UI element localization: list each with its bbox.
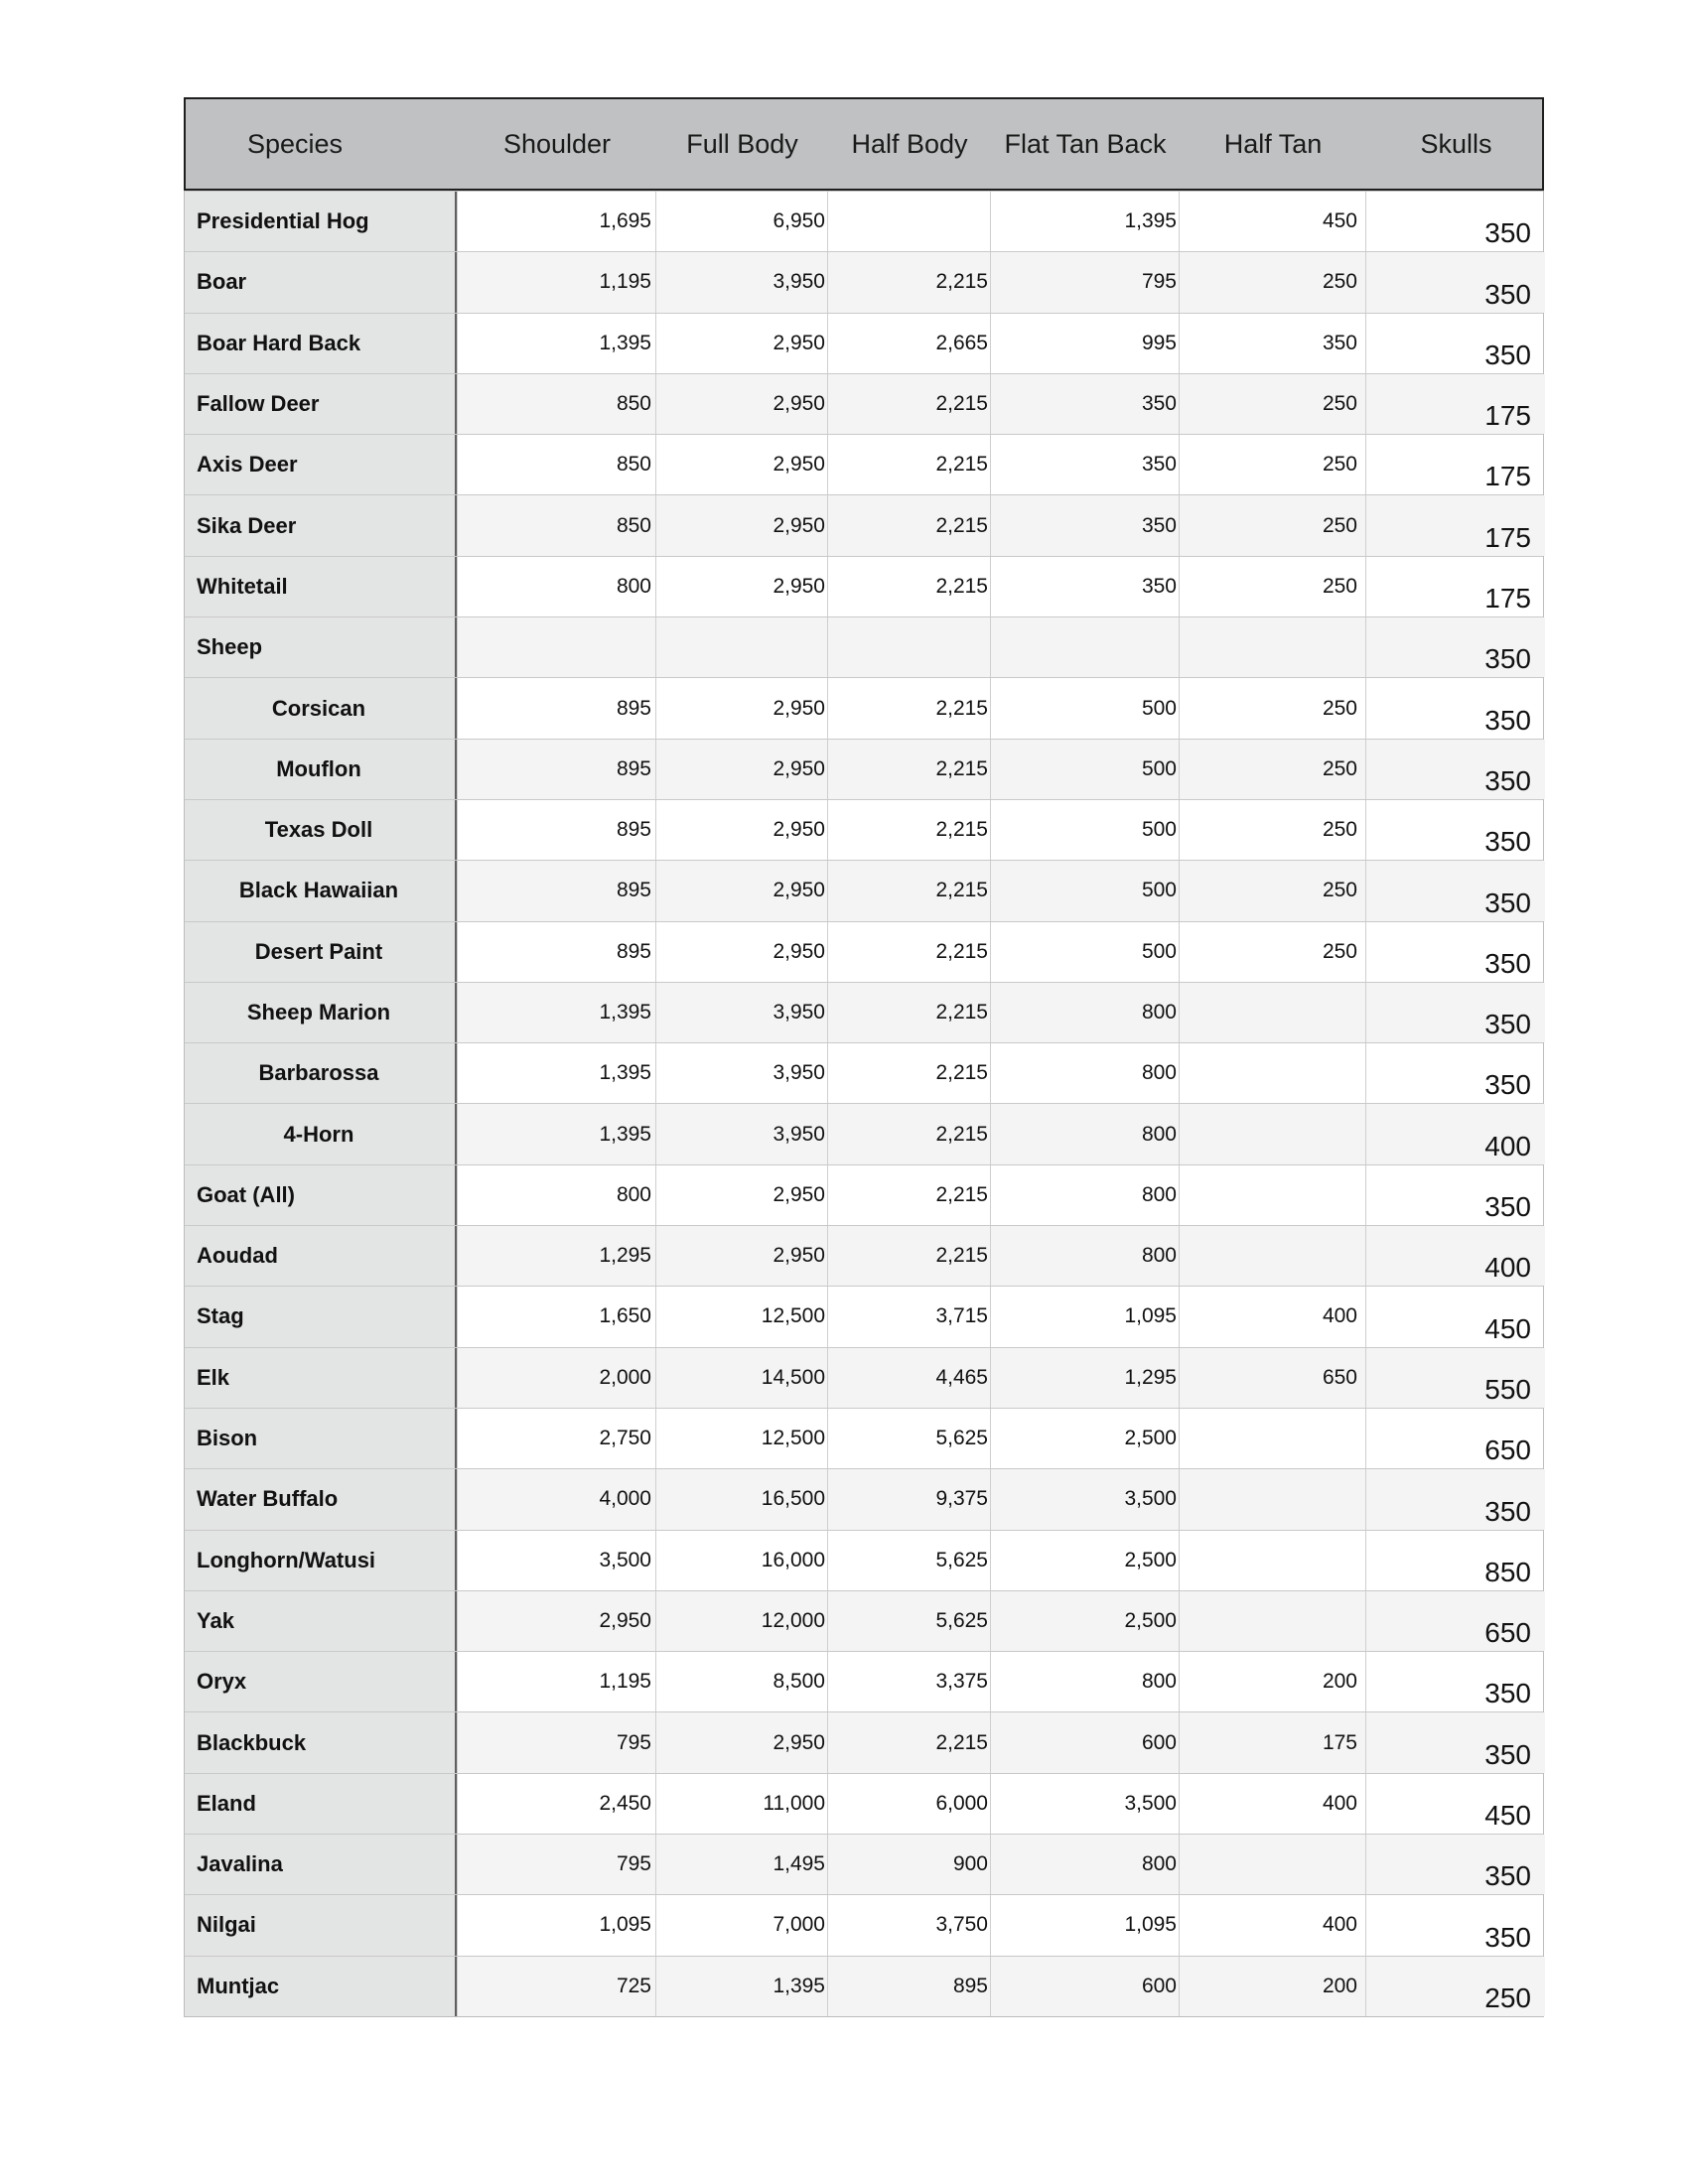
full-body-cell: 2,950 [655,861,827,920]
half-body-cell: 4,465 [827,1348,990,1408]
half-tan-cell: 250 [1179,435,1365,494]
shoulder-cell: 2,000 [457,1348,655,1408]
full-body-cell: 3,950 [655,1104,827,1163]
flat-tan-back-cell: 350 [990,557,1179,616]
half-tan-cell: 250 [1179,800,1365,860]
skulls-cell: 350 [1365,252,1545,312]
full-body-cell: 8,500 [655,1652,827,1711]
half-tan-cell: 250 [1179,557,1365,616]
flat-tan-back-cell: 500 [990,740,1179,799]
shoulder-cell: 1,650 [457,1287,655,1346]
half-body-cell: 2,215 [827,252,990,312]
price-table [184,97,1544,2017]
table-row [185,1956,1543,2016]
shoulder-cell: 1,395 [457,1104,655,1163]
table-row [185,1347,1543,1408]
half-body-cell: 2,665 [827,314,990,373]
full-body-cell: 2,950 [655,800,827,860]
table-row [185,677,1543,738]
flat-tan-back-cell: 800 [990,1043,1179,1103]
species-cell: Goat (All) [185,1165,457,1225]
species-cell: Corsican [185,678,457,738]
table-row [185,1773,1543,1834]
shoulder-cell: 1,695 [457,192,655,251]
skulls-cell: 350 [1365,1469,1545,1529]
table-body [184,191,1544,2017]
species-cell: Axis Deer [185,435,457,494]
skulls-cell: 400 [1365,1226,1545,1286]
half-body-cell: 2,215 [827,740,990,799]
table-row [185,1894,1543,1955]
half-tan-cell: 400 [1179,1774,1365,1834]
half-body-cell: 3,375 [827,1652,990,1711]
half-tan-cell: 200 [1179,1652,1365,1711]
skulls-cell: 350 [1365,1835,1545,1894]
table-row [185,1408,1543,1468]
shoulder-cell: 895 [457,861,655,920]
header-shoulder: Shoulder [502,128,612,159]
skulls-cell: 350 [1365,1043,1545,1103]
skulls-cell: 350 [1365,922,1545,982]
species-cell: Eland [185,1774,457,1834]
table-row [185,373,1543,434]
half-body-cell: 2,215 [827,1043,990,1103]
half-tan-cell: 250 [1179,678,1365,738]
skulls-cell: 450 [1365,1774,1545,1834]
shoulder-cell: 3,500 [457,1531,655,1590]
skulls-cell: 850 [1365,1531,1545,1590]
full-body-cell: 7,000 [655,1895,827,1955]
skulls-cell: 650 [1365,1591,1545,1651]
table-row [185,982,1543,1042]
species-cell: Bison [185,1409,457,1468]
flat-tan-back-cell: 800 [990,1835,1179,1894]
half-body-cell: 3,750 [827,1895,990,1955]
half-tan-cell [1179,1165,1365,1225]
half-body-cell: 2,215 [827,1226,990,1286]
flat-tan-back-cell [990,617,1179,677]
flat-tan-back-cell: 1,395 [990,192,1179,251]
table-row [185,191,1543,251]
skulls-cell: 250 [1365,1957,1545,2016]
table-row [185,1286,1543,1346]
species-cell: Javalina [185,1835,457,1894]
half-tan-cell: 250 [1179,861,1365,920]
flat-tan-back-cell: 350 [990,374,1179,434]
species-cell: Boar Hard Back [185,314,457,373]
flat-tan-back-cell: 800 [990,1226,1179,1286]
full-body-cell: 2,950 [655,495,827,555]
skulls-cell: 350 [1365,678,1545,738]
flat-tan-back-cell: 995 [990,314,1179,373]
flat-tan-back-cell: 3,500 [990,1469,1179,1529]
flat-tan-back-cell: 2,500 [990,1591,1179,1651]
flat-tan-back-cell: 800 [990,1165,1179,1225]
flat-tan-back-cell: 800 [990,983,1179,1042]
full-body-cell: 2,950 [655,922,827,982]
species-cell: 4-Horn [185,1104,457,1163]
half-body-cell: 5,625 [827,1531,990,1590]
shoulder-cell: 2,450 [457,1774,655,1834]
half-body-cell: 2,215 [827,678,990,738]
species-cell: Water Buffalo [185,1469,457,1529]
table-row [185,313,1543,373]
half-body-cell: 2,215 [827,495,990,555]
table-row [185,434,1543,494]
table-row [185,616,1543,677]
table-row [185,1651,1543,1711]
full-body-cell [655,617,827,677]
header-skulls: Skulls [1420,128,1492,159]
species-cell: Sheep [185,617,457,677]
half-body-cell: 5,625 [827,1591,990,1651]
half-body-cell: 2,215 [827,800,990,860]
flat-tan-back-cell: 1,295 [990,1348,1179,1408]
half-tan-cell [1179,1835,1365,1894]
half-body-cell: 900 [827,1835,990,1894]
half-body-cell: 2,215 [827,435,990,494]
half-body-cell [827,617,990,677]
half-body-cell: 2,215 [827,922,990,982]
flat-tan-back-cell: 1,095 [990,1287,1179,1346]
flat-tan-back-cell: 800 [990,1104,1179,1163]
skulls-cell: 350 [1365,617,1545,677]
species-cell: Barbarossa [185,1043,457,1103]
table-row [185,739,1543,799]
species-cell: Oryx [185,1652,457,1711]
half-tan-cell [1179,1226,1365,1286]
full-body-cell: 12,000 [655,1591,827,1651]
full-body-cell: 2,950 [655,1712,827,1772]
half-body-cell: 2,215 [827,1165,990,1225]
shoulder-cell [457,617,655,677]
half-body-cell: 6,000 [827,1774,990,1834]
table-row [185,494,1543,555]
table-row [185,860,1543,920]
species-cell: Aoudad [185,1226,457,1286]
skulls-cell: 350 [1365,1895,1545,1955]
table-row [185,799,1543,860]
half-tan-cell [1179,1409,1365,1468]
skulls-cell: 175 [1365,374,1545,434]
full-body-cell: 2,950 [655,374,827,434]
header-flat-tan-back: Flat Tan Back [1004,128,1167,159]
skulls-cell: 550 [1365,1348,1545,1408]
full-body-cell: 1,395 [655,1957,827,2016]
header-half-tan: Half Tan [1223,128,1323,159]
header-full-body: Full Body [686,128,798,159]
table-header [184,97,1544,191]
skulls-cell: 350 [1365,800,1545,860]
flat-tan-back-cell: 350 [990,435,1179,494]
half-tan-cell: 650 [1179,1348,1365,1408]
half-tan-cell: 350 [1179,314,1365,373]
shoulder-cell: 1,195 [457,1652,655,1711]
skulls-cell: 350 [1365,983,1545,1042]
flat-tan-back-cell: 1,095 [990,1895,1179,1955]
shoulder-cell: 895 [457,922,655,982]
skulls-cell: 175 [1365,435,1545,494]
full-body-cell: 2,950 [655,435,827,494]
full-body-cell: 11,000 [655,1774,827,1834]
shoulder-cell: 895 [457,678,655,738]
full-body-cell: 2,950 [655,314,827,373]
full-body-cell: 2,950 [655,557,827,616]
flat-tan-back-cell: 800 [990,1652,1179,1711]
species-cell: Elk [185,1348,457,1408]
half-tan-cell: 250 [1179,495,1365,555]
shoulder-cell: 4,000 [457,1469,655,1529]
half-tan-cell: 250 [1179,740,1365,799]
shoulder-cell: 1,295 [457,1226,655,1286]
flat-tan-back-cell: 500 [990,922,1179,982]
species-cell: Black Hawaiian [185,861,457,920]
table-row [185,1468,1543,1529]
flat-tan-back-cell: 2,500 [990,1409,1179,1468]
shoulder-cell: 1,095 [457,1895,655,1955]
flat-tan-back-cell: 600 [990,1957,1179,2016]
half-body-cell: 3,715 [827,1287,990,1346]
half-body-cell: 895 [827,1957,990,2016]
shoulder-cell: 1,395 [457,1043,655,1103]
half-tan-cell: 175 [1179,1712,1365,1772]
flat-tan-back-cell: 350 [990,495,1179,555]
shoulder-cell: 895 [457,800,655,860]
skulls-cell: 350 [1365,192,1545,251]
flat-tan-back-cell: 2,500 [990,1531,1179,1590]
species-cell: Desert Paint [185,922,457,982]
skulls-cell: 175 [1365,557,1545,616]
shoulder-cell: 2,750 [457,1409,655,1468]
full-body-cell: 2,950 [655,740,827,799]
half-tan-cell [1179,1531,1365,1590]
full-body-cell: 2,950 [655,1165,827,1225]
half-tan-cell: 250 [1179,922,1365,982]
half-body-cell: 2,215 [827,983,990,1042]
half-tan-cell [1179,1104,1365,1163]
table-row [185,251,1543,312]
table-row [185,1590,1543,1651]
flat-tan-back-cell: 795 [990,252,1179,312]
species-cell: Blackbuck [185,1712,457,1772]
full-body-cell: 12,500 [655,1409,827,1468]
table-row [185,1042,1543,1103]
flat-tan-back-cell: 500 [990,861,1179,920]
species-cell: Fallow Deer [185,374,457,434]
half-tan-cell [1179,1043,1365,1103]
skulls-cell: 350 [1365,861,1545,920]
half-tan-cell [1179,983,1365,1042]
flat-tan-back-cell: 500 [990,800,1179,860]
table-row [185,1103,1543,1163]
half-body-cell: 2,215 [827,1712,990,1772]
shoulder-cell: 1,395 [457,314,655,373]
skulls-cell: 175 [1365,495,1545,555]
species-cell: Boar [185,252,457,312]
skulls-cell: 400 [1365,1104,1545,1163]
half-tan-cell: 400 [1179,1287,1365,1346]
shoulder-cell: 2,950 [457,1591,655,1651]
half-tan-cell: 250 [1179,374,1365,434]
species-cell: Sika Deer [185,495,457,555]
full-body-cell: 3,950 [655,1043,827,1103]
half-tan-cell [1179,617,1365,677]
half-tan-cell [1179,1591,1365,1651]
half-body-cell: 2,215 [827,557,990,616]
full-body-cell: 2,950 [655,1226,827,1286]
half-tan-cell: 250 [1179,252,1365,312]
half-tan-cell: 400 [1179,1895,1365,1955]
flat-tan-back-cell: 600 [990,1712,1179,1772]
full-body-cell: 16,000 [655,1531,827,1590]
species-cell: Texas Doll [185,800,457,860]
species-cell: Whitetail [185,557,457,616]
shoulder-cell: 1,395 [457,983,655,1042]
full-body-cell: 3,950 [655,983,827,1042]
shoulder-cell: 795 [457,1835,655,1894]
full-body-cell: 2,950 [655,678,827,738]
skulls-cell: 650 [1365,1409,1545,1468]
full-body-cell: 16,500 [655,1469,827,1529]
shoulder-cell: 795 [457,1712,655,1772]
half-body-cell: 2,215 [827,861,990,920]
full-body-cell: 12,500 [655,1287,827,1346]
table-row [185,1711,1543,1772]
shoulder-cell: 850 [457,495,655,555]
skulls-cell: 450 [1365,1287,1545,1346]
skulls-cell: 350 [1365,1712,1545,1772]
half-body-cell: 2,215 [827,1104,990,1163]
table-row [185,1530,1543,1590]
skulls-cell: 350 [1365,314,1545,373]
header-half-body: Half Body [851,128,968,159]
species-cell: Yak [185,1591,457,1651]
half-tan-cell: 200 [1179,1957,1365,2016]
table-row [185,921,1543,982]
shoulder-cell: 850 [457,435,655,494]
shoulder-cell: 895 [457,740,655,799]
skulls-cell: 350 [1365,740,1545,799]
half-body-cell [827,192,990,251]
shoulder-cell: 725 [457,1957,655,2016]
species-cell: Muntjac [185,1957,457,2016]
species-cell: Mouflon [185,740,457,799]
full-body-cell: 3,950 [655,252,827,312]
table-row [185,556,1543,616]
shoulder-cell: 800 [457,557,655,616]
species-cell: Longhorn/Watusi [185,1531,457,1590]
flat-tan-back-cell: 3,500 [990,1774,1179,1834]
half-body-cell: 2,215 [827,374,990,434]
half-body-cell: 9,375 [827,1469,990,1529]
full-body-cell: 6,950 [655,192,827,251]
shoulder-cell: 850 [457,374,655,434]
full-body-cell: 1,495 [655,1835,827,1894]
skulls-cell: 350 [1365,1165,1545,1225]
flat-tan-back-cell: 500 [990,678,1179,738]
half-tan-cell [1179,1469,1365,1529]
species-cell: Presidential Hog [185,192,457,251]
species-cell: Sheep Marion [185,983,457,1042]
table-row [185,1164,1543,1225]
skulls-cell: 350 [1365,1652,1545,1711]
species-cell: Stag [185,1287,457,1346]
header-species: Species [247,128,344,159]
table-row [185,1834,1543,1894]
shoulder-cell: 800 [457,1165,655,1225]
half-tan-cell: 450 [1179,192,1365,251]
half-body-cell: 5,625 [827,1409,990,1468]
species-cell: Nilgai [185,1895,457,1955]
shoulder-cell: 1,195 [457,252,655,312]
table-row [185,1225,1543,1286]
full-body-cell: 14,500 [655,1348,827,1408]
